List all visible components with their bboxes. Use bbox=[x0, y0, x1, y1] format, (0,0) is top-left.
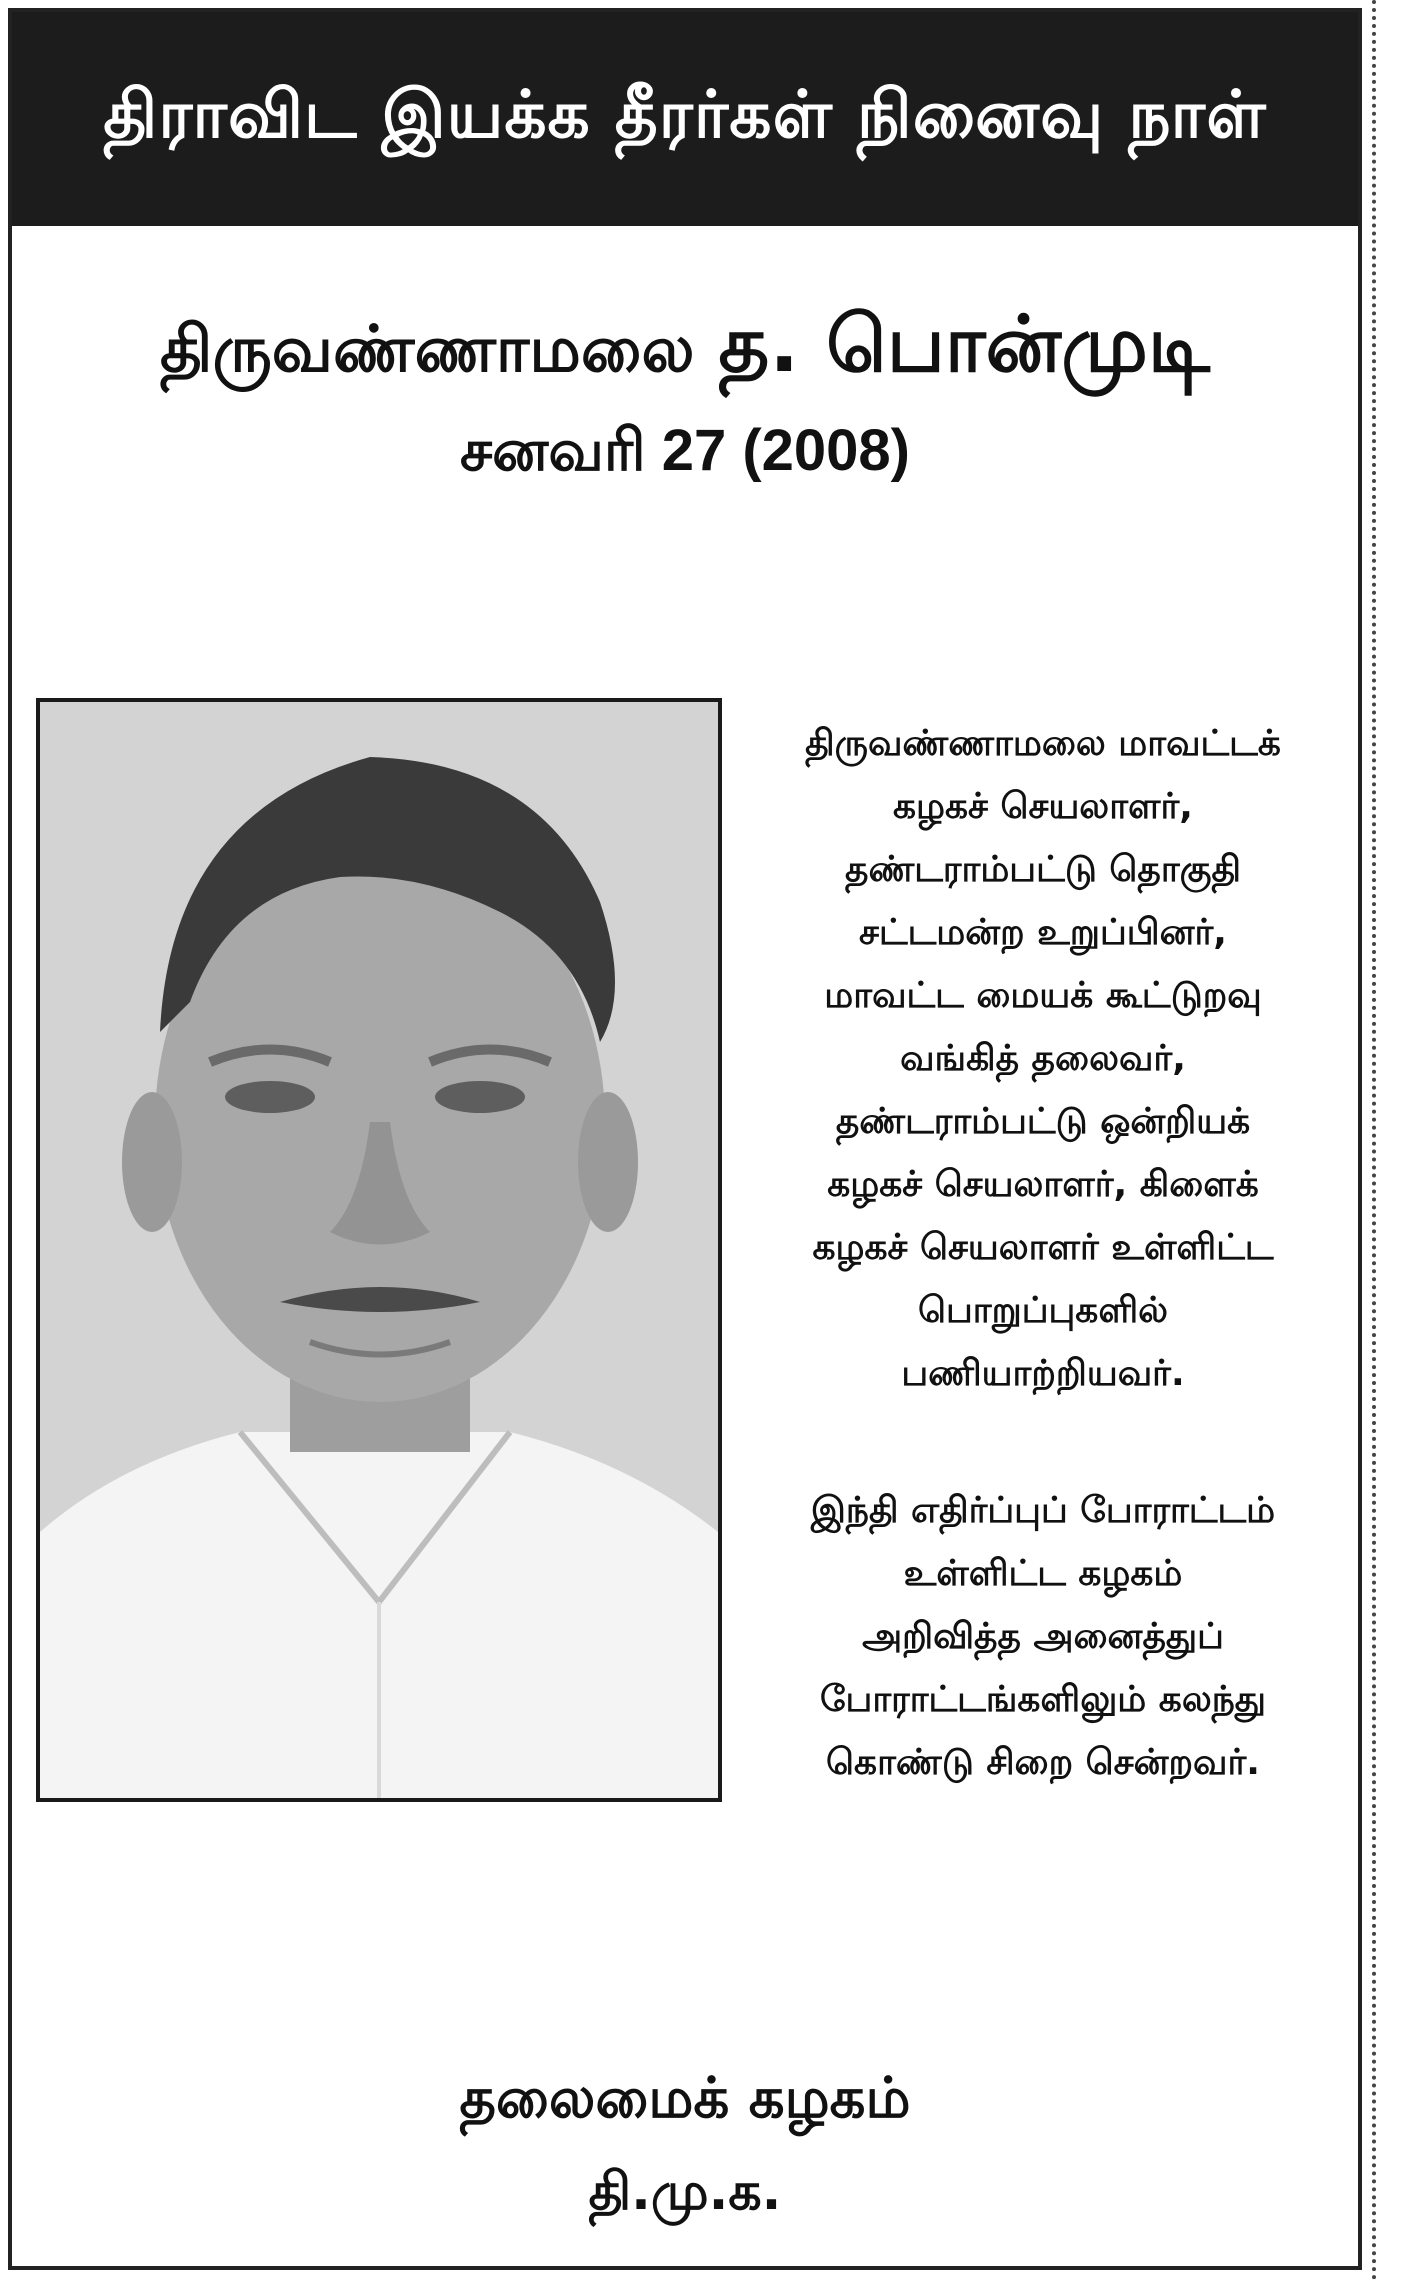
bio-line: போராட்டங்களிலும் கலந்து bbox=[819, 1679, 1267, 1720]
memorial-person-name: த. பொன்முடி bbox=[718, 300, 1210, 390]
bio-line: அறிவித்த அனைத்துப் bbox=[862, 1616, 1224, 1657]
bio-line: கொண்டு சிறை சென்றவர். bbox=[826, 1742, 1260, 1783]
bio-line: மாவட்ட மையக் கூட்டுறவு bbox=[824, 975, 1262, 1016]
bio-line: இந்தி எதிர்ப்புப் போராட்டம் bbox=[810, 1490, 1276, 1531]
bio-line: வங்கித் தலைவர், bbox=[900, 1038, 1186, 1079]
biography-text bbox=[738, 712, 1348, 1794]
bio-line: கழகச் செயலாளர், கிளைக் bbox=[827, 1164, 1259, 1205]
footer-organization: தலைமைக் கழகம் bbox=[459, 2066, 911, 2131]
bio-line: உள்ளிட்ட கழகம் bbox=[903, 1553, 1183, 1594]
bio-line: தண்டராம்பட்டு ஒன்றியக் bbox=[835, 1101, 1251, 1142]
portrait-photo bbox=[36, 698, 722, 1802]
footer-party-name: தி.மு.க. bbox=[588, 2162, 782, 2222]
memorial-date: சனவரி 27 (2008) bbox=[459, 418, 910, 483]
bio-line: தண்டராம்பட்டு தொகுதி bbox=[845, 849, 1241, 890]
paragraph-gap bbox=[738, 1405, 1348, 1479]
bio-line: கழகச் செயலாளர், bbox=[893, 786, 1193, 827]
banner-title: திராவிட இயக்க தீரர்கள் நினைவு நாள் bbox=[103, 76, 1267, 153]
bio-line: திருவண்ணாமலை மாவட்டக் bbox=[805, 723, 1281, 764]
portrait-illustration bbox=[40, 702, 718, 1798]
bio-line: சட்டமன்ற உறுப்பினர், bbox=[859, 912, 1227, 953]
memorial-place: திருவண்ணாமலை bbox=[160, 313, 695, 387]
header-banner bbox=[12, 12, 1358, 226]
column-divider bbox=[1372, 0, 1376, 2282]
bio-line: கழகச் செயலாளர் உள்ளிட்ட bbox=[812, 1227, 1274, 1268]
bio-line: பொறுப்புகளில் bbox=[918, 1290, 1168, 1331]
memorial-name-line bbox=[12, 300, 1358, 400]
memorial-notice bbox=[8, 8, 1362, 2270]
bio-line: பணியாற்றியவர். bbox=[901, 1353, 1185, 1394]
